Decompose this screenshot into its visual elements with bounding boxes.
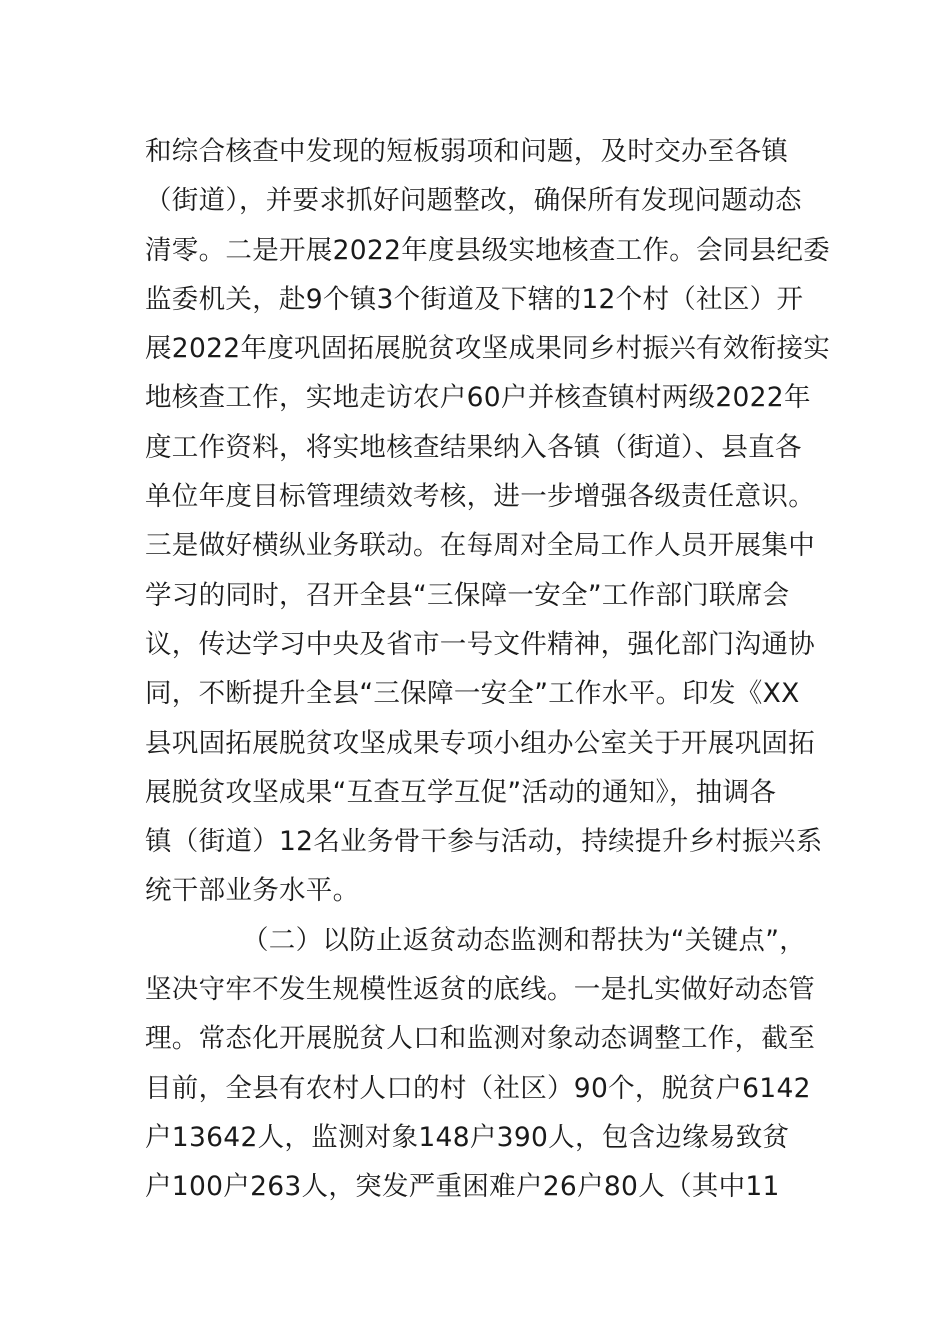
text-line: 学习的同时，召开全县“三保障一安全”工作部门联席会 [145, 579, 790, 611]
text-line: 展脱贫攻坚成果“互查互学互促”活动的通知》，抽调各 [145, 776, 777, 808]
text-line: 镇（街道）12名业务骨干参与活动，持续提升乡村振兴系 [145, 826, 823, 858]
text-line: 单位年度目标管理绩效考核，进一步增强各级责任意识。 [145, 481, 815, 513]
text-line: 县巩固拓展脱贫攻坚成果专项小组办公室关于开展巩固拓 [145, 727, 815, 759]
text-line: 户100户263人，突发严重困难户26户80人（其中11 [145, 1171, 780, 1203]
section-heading-line: （二）以防止返贫动态监测和帮扶为“关键点”， [242, 924, 807, 956]
text-line: 三是做好横纵业务联动。在每周对全局工作人员开展集中 [145, 530, 815, 562]
text-line: 目前，全县有农村人口的村（社区）90个，脱贫户6142 [145, 1072, 811, 1104]
text-line: 清零。二是开展2022年度县级实地核查工作。会同县纪委 [145, 234, 831, 266]
text-line: 度工作资料，将实地核查结果纳入各镇（街道）、县直各 [145, 431, 802, 463]
text-line: 和综合核查中发现的短板弱项和问题，及时交办至各镇 [145, 136, 789, 167]
text-line: 地核查工作，实地走访农户60户并核查镇村两级2022年 [145, 382, 811, 414]
text-line: 户13642人，监测对象148户390人，包含边缘易致贫 [145, 1121, 790, 1153]
text-line: 议，传达学习中央及省市一号文件精神，强化部门沟通协 [145, 628, 815, 660]
text-line: 监委机关，赴9个镇3个街道及下辖的12个村（社区）开 [145, 283, 804, 315]
text-line: 同，不断提升全县“三保障一安全”工作水平。印发《XX [145, 678, 800, 710]
text-line: 坚决守牢不发生规模性返贫的底线。一是扎实做好动态管 [145, 974, 815, 1006]
text-line: 理。常态化开展脱贫人口和监测对象动态调整工作，截至 [145, 1023, 815, 1055]
text-line: 统干部业务水平。 [145, 875, 360, 907]
document-body [145, 127, 831, 1212]
text-line: （街道），并要求抓好问题整改，确保所有发现问题动态 [145, 185, 802, 217]
text-line: 展2022年度巩固拓展脱贫攻坚成果同乡村振兴有效衔接实 [145, 333, 831, 365]
